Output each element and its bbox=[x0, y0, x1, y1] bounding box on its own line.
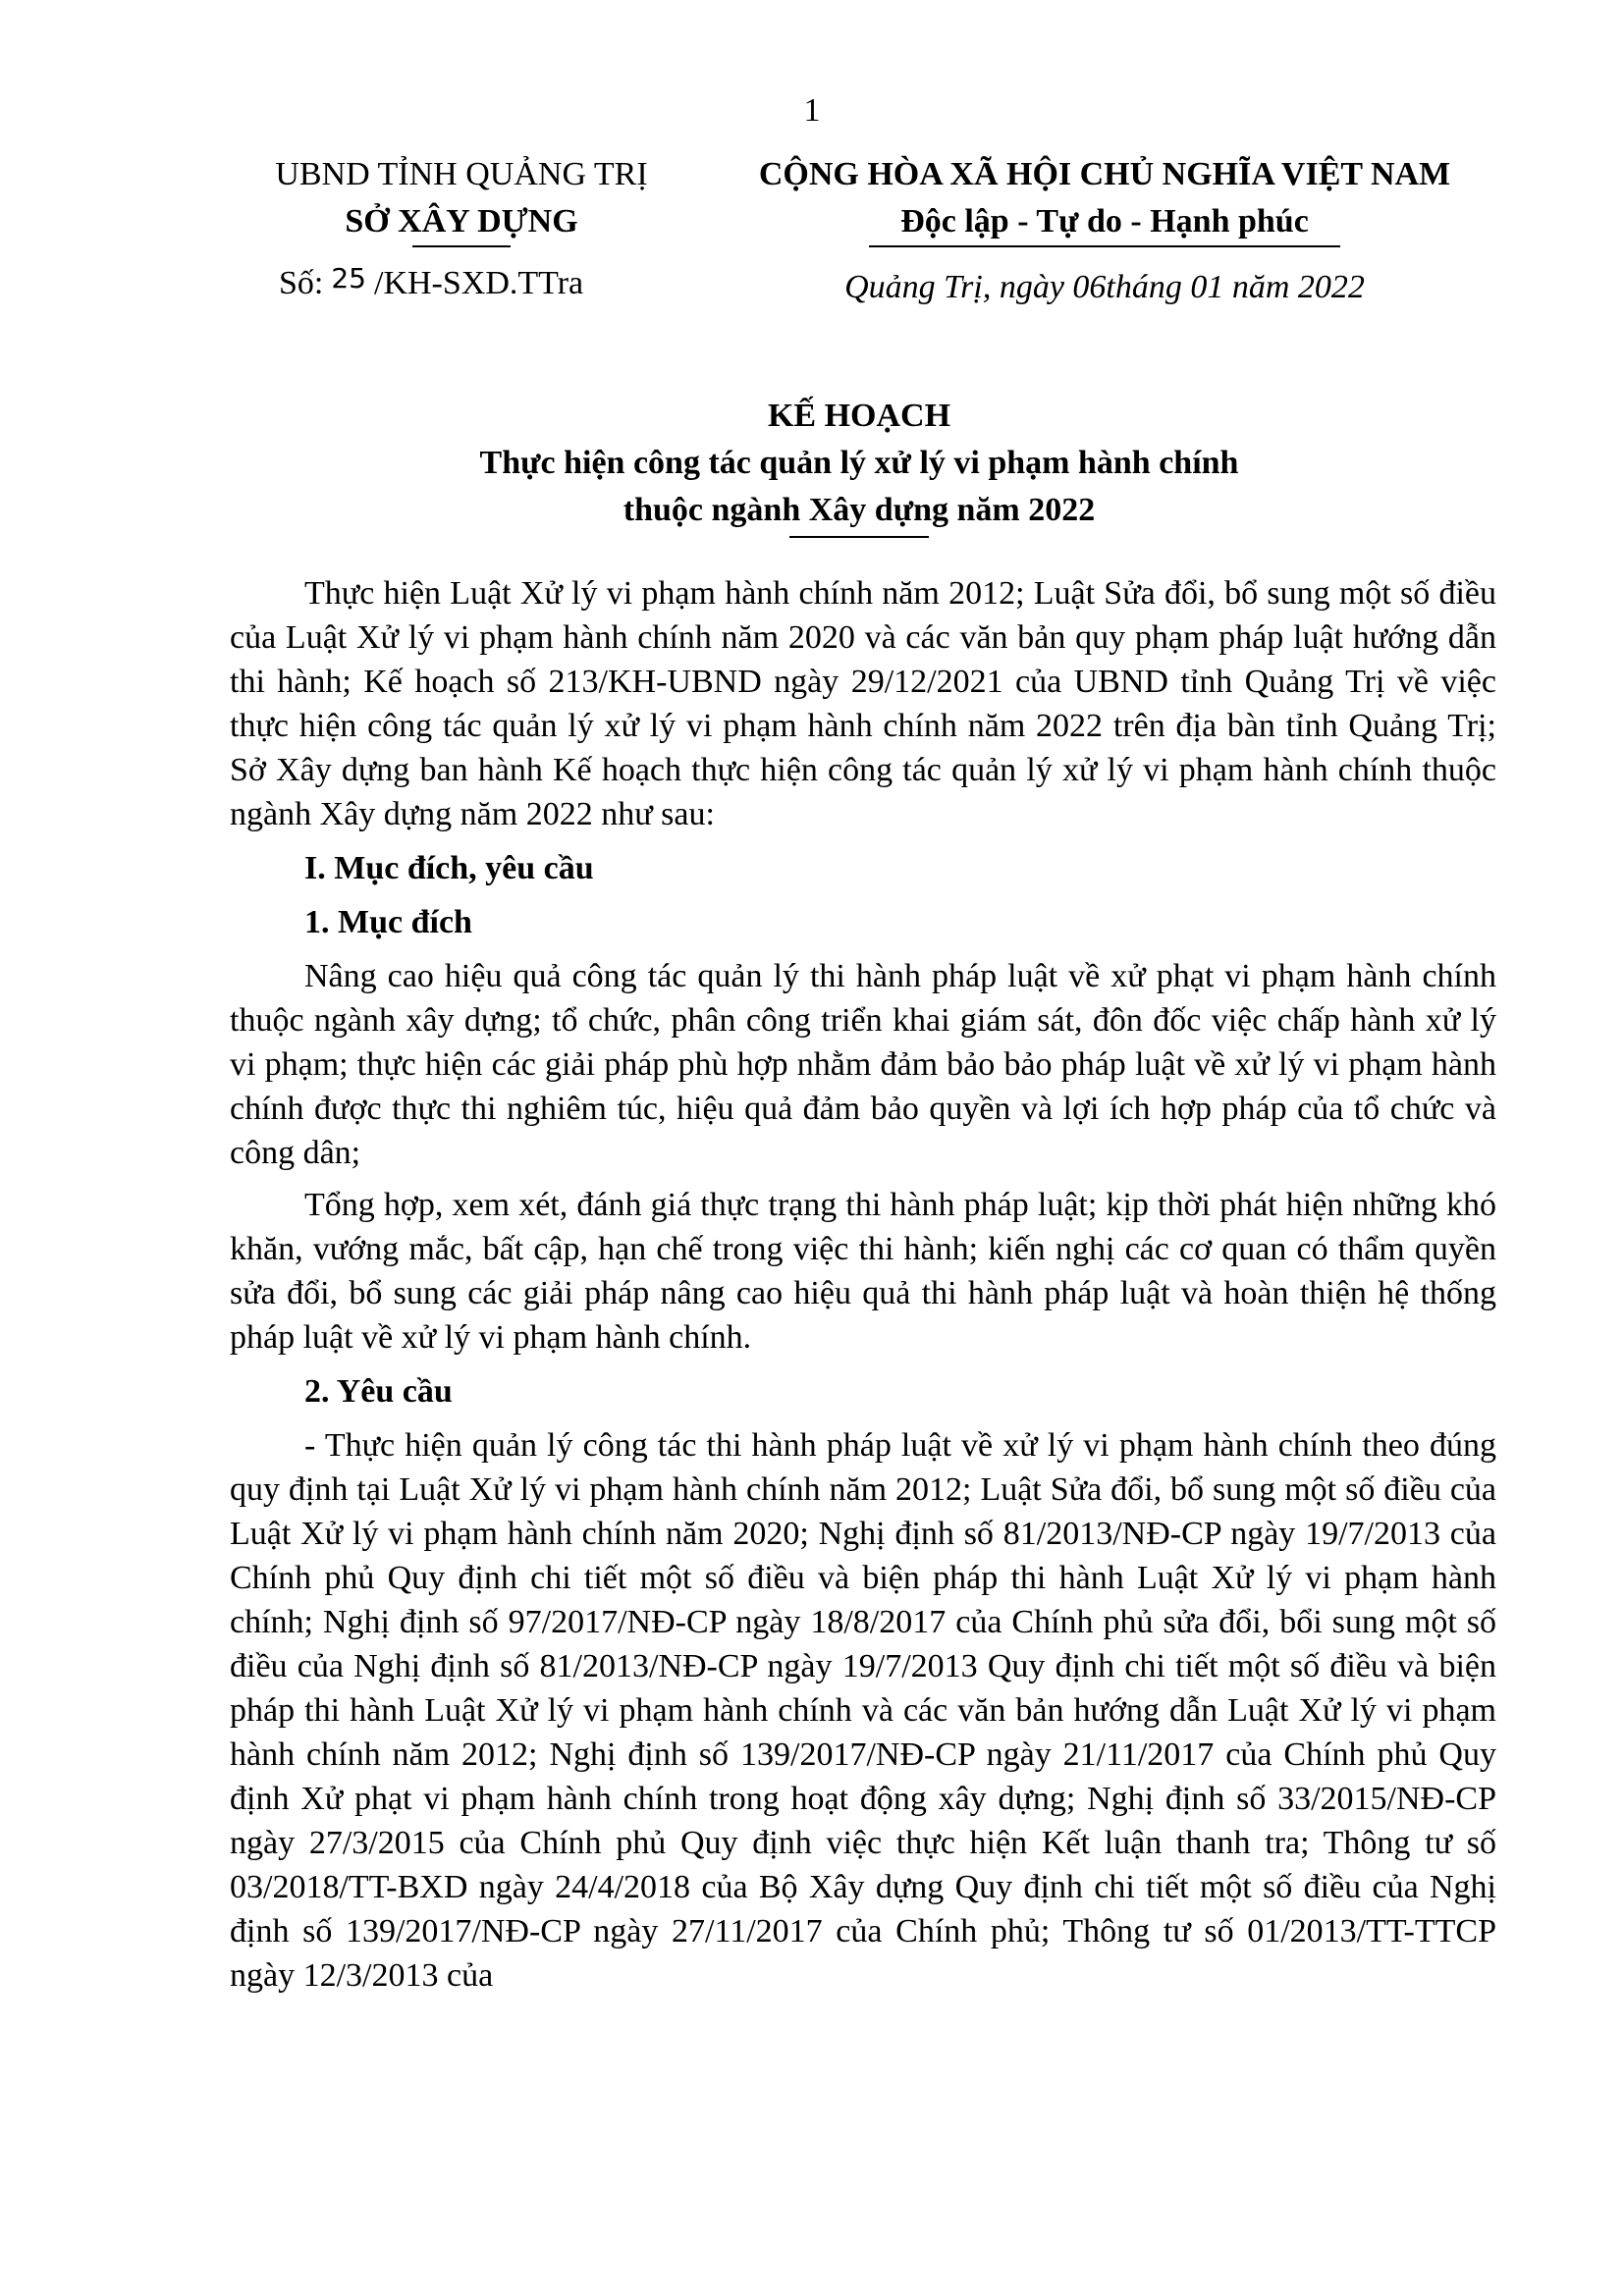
title-underline bbox=[789, 536, 929, 538]
page-number: 1 bbox=[803, 92, 821, 129]
document-number bbox=[279, 262, 584, 302]
document-date: Quảng Trị, ngày 06tháng 01 năm 2022 bbox=[844, 269, 1365, 305]
parent-agency: UBND TỈNH QUẢNG TRỊ bbox=[275, 156, 648, 192]
nation-name: CỘNG HÒA XÃ HỘI CHỦ NGHĨA VIỆT NAM bbox=[758, 156, 1451, 192]
document-title: KẾ HOẠCH bbox=[767, 398, 951, 434]
number-suffix: /KH-SXD.TTra bbox=[374, 265, 584, 301]
document-subtitle-line-1: Thực hiện công tác quản lý xử lý vi phạm hành chính bbox=[479, 445, 1239, 481]
issuing-agency-block bbox=[226, 151, 697, 247]
purpose-paragraph-2: Tổng hợp, xem xét, đánh giá thực trạng thi hành pháp luật; kịp thời phát hiện những khó khăn, vướng mắc, bất cập, hạn chế trong việc thi hành; kiến nghị các cơ quan có thẩm quyền sửa đổi, bổ sung các giải pháp nâng cao hiệu quả thi hành pháp luật và hoàn thiện hệ thống pháp luật về xử lý vi phạm hành chính. bbox=[230, 1187, 1496, 1356]
motto-underline bbox=[869, 245, 1340, 247]
number-prefix: Số: bbox=[279, 265, 324, 301]
purpose-paragraph-1: Nâng cao hiệu quả công tác quản lý thi hành pháp luật về xử phạt vi phạm hành chính thuộc ngành xây dựng; tổ chức, phân công triển khai giám sát, đôn đốc việc chấp hành xử lý vi phạm; thực hiện các giải pháp phù hợp nhằm đảm bảo bảo pháp luật về xử lý vi phạm hành chính được thực thi nghiêm túc, hiệu quả đảm bảo quyền và lợi ích hợp pháp của tổ chức và công dân; bbox=[230, 958, 1496, 1171]
national-title-block bbox=[717, 151, 1492, 247]
document-body bbox=[230, 571, 1496, 1998]
intro-paragraph: Thực hiện Luật Xử lý vi phạm hành chính năm 2012; Luật Sửa đổi, bổ sung một số điều của Luật Xử lý vi phạm hành chính năm 2020 và các văn bản quy phạm pháp luật hướng dẫn thi hành; Kế hoạch số 213/KH-UBND ngày 29/12/2021 của UBND tỉnh Quảng Trị về việc thực hiện công tác quản lý xử lý vi phạm hành chính năm 2022 trên địa bàn tỉnh Quảng Trị; Sở Xây dựng ban hành Kế hoạch thực hiện công tác quản lý xử lý vi phạm hành chính thuộc ngành Xây dựng năm 2022 như sau: bbox=[230, 575, 1496, 832]
number-value: 25 bbox=[331, 262, 366, 294]
subsection-heading-requirements: 2. Yêu cầu bbox=[304, 1373, 453, 1410]
national-motto: Độc lập - Tự do - Hạnh phúc bbox=[900, 203, 1309, 240]
agency-name: SỞ XÂY DỰNG bbox=[345, 203, 578, 240]
document-title-block bbox=[226, 393, 1492, 538]
agency-underline bbox=[412, 245, 511, 247]
section-heading-purpose-requirements: I. Mục đích, yêu cầu bbox=[304, 850, 594, 886]
document-subtitle-line-2: thuộc ngành Xây dựng năm 2022 bbox=[623, 492, 1096, 528]
requirements-paragraph-1: - Thực hiện quản lý công tác thi hành pháp luật về xử lý vi phạm hành chính theo đúng quy định tại Luật Xử lý vi phạm hành chính năm 2012; Luật Sửa đổi, bổ sung một số điều của Luật Xử lý vi phạm hành chính năm 2020; Nghị định số 81/2013/NĐ-CP ngày 19/7/2013 của Chính phủ Quy định chi tiết một số điều và biện pháp thi hành Luật Xử lý vi phạm hành chính; Nghị định số 97/2017/NĐ-CP ngày 18/8/2017 của Chính phủ sửa đổi, bổi sung một số điều của Nghị định số 81/2013/NĐ-CP ngày 19/7/2013 Quy định chi tiết một số điều và biện pháp thi hành Luật Xử lý vi phạm hành chính và các văn bản hướng dẫn Luật Xử lý vi phạm hành chính năm 2012; Nghị định số 139/2017/NĐ-CP ngày 21/11/2017 của Chính phủ Quy định Xử phạt vi phạm hành chính trong hoạt động xây dựng; Nghị định số 33/2015/NĐ-CP ngày 27/3/2015 của Chính phủ Quy định việc thực hiện Kết luận thanh tra; Thông tư số 03/2018/TT-BXD ngày 24/4/2018 của Bộ Xây dựng Quy định chi tiết một số điều của Nghị định số 139/2017/NĐ-CP ngày 27/11/2017 của Chính phủ; Thông tư số 01/2013/TT-TTCP ngày 12/3/2013 của bbox=[230, 1427, 1496, 1994]
subsection-heading-purpose: 1. Mục đích bbox=[304, 904, 472, 940]
